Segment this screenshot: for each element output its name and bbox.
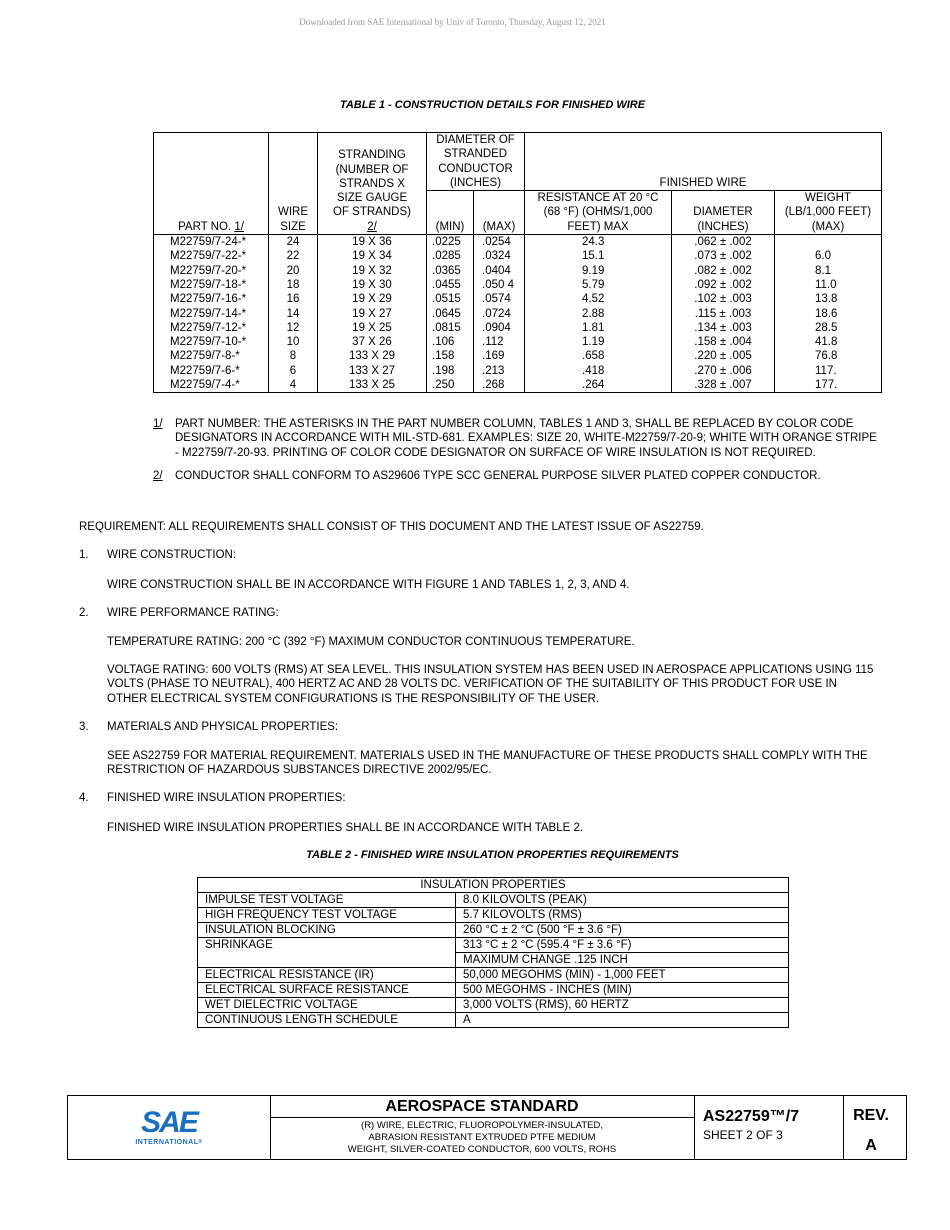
- cell-min: .0815: [427, 321, 474, 335]
- construction-table: [153, 132, 882, 393]
- header-diameter: DIAMETER (INCHES): [672, 191, 775, 235]
- section-2-voltage: VOLTAGE RATING: 600 VOLTS (RMS) AT SEA LEVEL. THIS INSULATION SYSTEM HAS BEEN USED IN AEROSPACE APPLICATIONS USING 115 VOLTS (PHASE TO NEUTRAL), 400 HERTZ AC AND 28 VOLTS DC. VERIFICATION OF THE SUITABILITY OF THIS PRODUCT FOR USE IN OTHER ELECTRICAL SYSTEM CONFIGURATIONS IS THE RESPONSIBILITY OF THE USER.: [107, 664, 874, 705]
- cell-min: .0455: [427, 278, 474, 292]
- cell-wt: 18.6: [775, 307, 882, 321]
- download-watermark: Downloaded from SAE International by Univ of Toronto, Thursday, August 12, 2021: [299, 17, 606, 27]
- cell-min: .0365: [427, 264, 474, 278]
- cell-wt: 41.8: [775, 335, 882, 349]
- revision-value: A: [865, 1137, 877, 1154]
- cell-strand: 133 X 25: [318, 378, 427, 393]
- note-text: PART NUMBER: THE ASTERISKS IN THE PART NUMBER COLUMN, TABLES 1 AND 3, SHALL BE REPLACED BY COLOR CODE DESIGNATORS IN ACCORDANCE WITH MIL-STD-681. EXAMPLES: SIZE 20, WHITE-M22759/7-20-9; WHITE WITH ORANGE STRIPE - M22759/7-20-93. PRINTING OF COLOR CODE DESIGNATOR ON SURFACE OF WIRE INSULATION IS NOT REQUIRED.: [175, 418, 877, 459]
- section-2-number: 2.: [79, 607, 89, 619]
- cell-part: M22759/7-24-*: [154, 235, 269, 250]
- cell-part: M22759/7-12-*: [154, 321, 269, 335]
- cell-min: .106: [427, 335, 474, 349]
- property-name: CONTINUOUS LENGTH SCHEDULE: [198, 1013, 456, 1028]
- title-block: [67, 1095, 907, 1160]
- cell-dia: .220 ± .005: [672, 349, 775, 363]
- section-1-number: 1.: [79, 549, 89, 561]
- cell-res: 1.19: [525, 335, 672, 349]
- cell-min: .0225: [427, 235, 474, 250]
- cell-res: .658: [525, 349, 672, 363]
- cell-min: .0285: [427, 249, 474, 263]
- header-diameter-group: DIAMETER OF STRANDED CONDUCTOR (INCHES): [427, 133, 525, 191]
- section-2-temperature: TEMPERATURE RATING: 200 °C (392 °F) MAXIMUM CONDUCTOR CONTINUOUS TEMPERATURE.: [107, 636, 635, 648]
- cell-wt: 117.: [775, 364, 882, 378]
- cell-min: .158: [427, 349, 474, 363]
- property-value: 5.7 KILOVOLTS (RMS): [456, 908, 789, 923]
- table-row: [154, 249, 882, 263]
- property-value: MAXIMUM CHANGE .125 INCH: [456, 953, 789, 968]
- table-row: [154, 278, 882, 292]
- property-value: 313 °C ± 2 °C (595.4 °F ± 3.6 °F): [456, 938, 789, 953]
- section-3-text: SEE AS22759 FOR MATERIAL REQUIREMENT. MATERIALS USED IN THE MANUFACTURE OF THESE PRODUCTS SHALL COMPLY WITH THE RESTRICTION OF HAZARDOUS SUBSTANCES DIRECTIVE 2002/95/EC.: [107, 750, 868, 777]
- cell-res: 2.88: [525, 307, 672, 321]
- table-row: [154, 264, 882, 278]
- revision-cell: [836, 1096, 907, 1159]
- table-row: [198, 983, 789, 998]
- table-row: [154, 292, 882, 306]
- header-min: (MIN): [427, 191, 474, 235]
- document-subtitle: [270, 1118, 694, 1156]
- requirement-statement: REQUIREMENT: ALL REQUIREMENTS SHALL CONSIST OF THIS DOCUMENT AND THE LATEST ISSUE OF AS22759.: [79, 521, 704, 533]
- cell-part: M22759/7-10-*: [154, 335, 269, 349]
- property-name: WET DIELECTRIC VOLTAGE: [198, 998, 456, 1013]
- cell-res: .418: [525, 364, 672, 378]
- header-max: (MAX): [474, 191, 525, 235]
- cell-dia: .102 ± .003: [672, 292, 775, 306]
- section-1-text: WIRE CONSTRUCTION SHALL BE IN ACCORDANCE WITH FIGURE 1 AND TABLES 1, 2, 3, AND 4.: [107, 579, 630, 591]
- property-value: 3,000 VOLTS (RMS), 60 HERTZ: [456, 998, 789, 1013]
- subtitle-line: WEIGHT, SILVER-COATED CONDUCTOR, 600 VOLTS, ROHS: [347, 1144, 617, 1155]
- cell-max: .0724: [474, 307, 525, 321]
- section-3-heading: MATERIALS AND PHYSICAL PROPERTIES:: [107, 721, 339, 733]
- table2-header: INSULATION PROPERTIES: [198, 878, 789, 893]
- cell-dia: .134 ± .003: [672, 321, 775, 335]
- cell-part: M22759/7-6-*: [154, 364, 269, 378]
- cell-min: .0645: [427, 307, 474, 321]
- logo-mark: SAE: [141, 1106, 197, 1139]
- cell-strand: 19 X 30: [318, 278, 427, 292]
- cell-size: 8: [269, 349, 318, 363]
- cell-min: .0515: [427, 292, 474, 306]
- cell-part: M22759/7-20-*: [154, 264, 269, 278]
- cell-res: 24.3: [525, 235, 672, 250]
- cell-dia: .092 ± .002: [672, 278, 775, 292]
- sae-logo: [68, 1096, 271, 1159]
- cell-wt: 6.0: [775, 249, 882, 263]
- section-4-text: FINISHED WIRE INSULATION PROPERTIES SHALL BE IN ACCORDANCE WITH TABLE 2.: [107, 822, 584, 834]
- header-finished-wire: FINISHED WIRE: [525, 133, 882, 191]
- cell-strand: 19 X 29: [318, 292, 427, 306]
- cell-max: .050 4: [474, 278, 525, 292]
- cell-size: 18: [269, 278, 318, 292]
- cell-size: 10: [269, 335, 318, 349]
- table-row: [154, 349, 882, 363]
- header-wire-size: WIRE SIZE: [269, 133, 318, 235]
- table-row: [198, 923, 789, 938]
- cell-size: 14: [269, 307, 318, 321]
- subtitle-line: ABRASION RESISTANT EXTRUDED PTFE MEDIUM: [368, 1132, 596, 1143]
- cell-dia: .158 ± .004: [672, 335, 775, 349]
- note-number: 1/: [153, 418, 163, 430]
- cell-dia: .062 ± .002: [672, 235, 775, 250]
- cell-wt: 11.0: [775, 278, 882, 292]
- property-name: HIGH FREQUENCY TEST VOLTAGE: [198, 908, 456, 923]
- cell-wt: 8.1: [775, 264, 882, 278]
- cell-dia: .270 ± .006: [672, 364, 775, 378]
- cell-res: 5.79: [525, 278, 672, 292]
- document-number-cell: [695, 1096, 844, 1159]
- cell-max: .0324: [474, 249, 525, 263]
- cell-dia: .073 ± .002: [672, 249, 775, 263]
- table-row: [154, 235, 882, 250]
- note-1: [153, 417, 883, 460]
- cell-max: .0574: [474, 292, 525, 306]
- header-part-no: PART NO. 1/: [154, 133, 269, 235]
- cell-part: M22759/7-14-*: [154, 307, 269, 321]
- cell-part: M22759/7-8-*: [154, 349, 269, 363]
- section-2-heading: WIRE PERFORMANCE RATING:: [107, 607, 279, 619]
- document-number: AS22759™/7: [703, 1108, 800, 1125]
- cell-part: M22759/7-22-*: [154, 249, 269, 263]
- property-name: ELECTRICAL SURFACE RESISTANCE: [198, 983, 456, 998]
- cell-res: 4.52: [525, 292, 672, 306]
- cell-strand: 19 X 25: [318, 321, 427, 335]
- section-3-number: 3.: [79, 721, 89, 733]
- table-row: [154, 335, 882, 349]
- cell-size: 12: [269, 321, 318, 335]
- cell-size: 24: [269, 235, 318, 250]
- header-resistance: RESISTANCE AT 20 °C (68 °F) (OHMS/1,000 FEET) MAX: [525, 191, 672, 235]
- cell-size: 22: [269, 249, 318, 263]
- cell-max: .0254: [474, 235, 525, 250]
- table-row: [198, 893, 789, 908]
- subtitle-line: (R) WIRE, ELECTRIC, FLUOROPOLYMER-INSULATED,: [361, 1120, 603, 1131]
- cell-max: .0904: [474, 321, 525, 335]
- table2-caption: TABLE 2 - FINISHED WIRE INSULATION PROPERTIES REQUIREMENTS: [306, 849, 679, 861]
- table-row: [154, 378, 882, 393]
- cell-wt: 13.8: [775, 292, 882, 306]
- table-row: [198, 998, 789, 1013]
- property-value: 260 °C ± 2 °C (500 °F ± 3.6 °F): [456, 923, 789, 938]
- cell-min: .198: [427, 364, 474, 378]
- cell-strand: 19 X 36: [318, 235, 427, 250]
- section-4-number: 4.: [79, 792, 89, 804]
- cell-size: 4: [269, 378, 318, 393]
- cell-max: .112: [474, 335, 525, 349]
- table1-notes: [153, 417, 883, 483]
- cell-max: .169: [474, 349, 525, 363]
- cell-strand: 19 X 34: [318, 249, 427, 263]
- cell-min: .250: [427, 378, 474, 393]
- cell-res: 1.81: [525, 321, 672, 335]
- cell-strand: 133 X 29: [318, 349, 427, 363]
- property-value: 50,000 MEGOHMS (MIN) - 1,000 FEET: [456, 968, 789, 983]
- table-row: [154, 364, 882, 378]
- cell-dia: .082 ± .002: [672, 264, 775, 278]
- cell-size: 16: [269, 292, 318, 306]
- property-name: SHRINKAGE: [198, 938, 456, 968]
- table-row: [198, 968, 789, 983]
- cell-max: .213: [474, 364, 525, 378]
- section-1-heading: WIRE CONSTRUCTION:: [107, 549, 237, 561]
- table-row: [198, 908, 789, 923]
- cell-dia: .115 ± .003: [672, 307, 775, 321]
- cell-dia: .328 ± .007: [672, 378, 775, 393]
- sheet-number: SHEET 2 OF 3: [703, 1128, 783, 1142]
- cell-res: 15.1: [525, 249, 672, 263]
- cell-max: .268: [474, 378, 525, 393]
- property-name: INSULATION BLOCKING: [198, 923, 456, 938]
- cell-wt: [775, 235, 882, 250]
- cell-strand: 19 X 32: [318, 264, 427, 278]
- cell-part: M22759/7-18-*: [154, 278, 269, 292]
- note-text: CONDUCTOR SHALL CONFORM TO AS29606 TYPE SCC GENERAL PURPOSE SILVER PLATED COPPER CONDUCTOR.: [175, 469, 821, 482]
- revision-label: REV.: [853, 1107, 889, 1124]
- cell-part: M22759/7-16-*: [154, 292, 269, 306]
- property-value: A: [456, 1013, 789, 1028]
- table-row: [154, 307, 882, 321]
- title-cell: [270, 1096, 695, 1159]
- cell-strand: 37 X 26: [318, 335, 427, 349]
- cell-size: 6: [269, 364, 318, 378]
- header-stranding: STRANDING (NUMBER OF STRANDS X SIZE GAUGE OF STRANDS) 2/: [318, 133, 427, 235]
- cell-res: .264: [525, 378, 672, 393]
- table-row: [198, 1013, 789, 1028]
- logo-wordmark: INTERNATIONAL®: [135, 1139, 203, 1146]
- table-row: [198, 938, 789, 953]
- header-weight: WEIGHT (LB/1,000 FEET) (MAX): [775, 191, 882, 235]
- cell-max: .0404: [474, 264, 525, 278]
- document-type: AEROSPACE STANDARD: [270, 1096, 694, 1118]
- property-value: 500 MEGOHMS - INCHES (MIN): [456, 983, 789, 998]
- cell-wt: 177.: [775, 378, 882, 393]
- section-4-heading: FINISHED WIRE INSULATION PROPERTIES:: [107, 792, 346, 804]
- cell-res: 9.19: [525, 264, 672, 278]
- note-2: [153, 469, 883, 483]
- property-name: ELECTRICAL RESISTANCE (IR): [198, 968, 456, 983]
- cell-size: 20: [269, 264, 318, 278]
- cell-strand: 133 X 27: [318, 364, 427, 378]
- property-name: IMPULSE TEST VOLTAGE: [198, 893, 456, 908]
- note-number: 2/: [153, 469, 163, 482]
- cell-part: M22759/7-4-*: [154, 378, 269, 393]
- cell-wt: 28.5: [775, 321, 882, 335]
- insulation-properties-table: [197, 877, 789, 1028]
- table1-caption: TABLE 1 - CONSTRUCTION DETAILS FOR FINISHED WIRE: [339, 99, 646, 111]
- table-row: [154, 321, 882, 335]
- cell-wt: 76.8: [775, 349, 882, 363]
- cell-strand: 19 X 27: [318, 307, 427, 321]
- property-value: 8.0 KILOVOLTS (PEAK): [456, 893, 789, 908]
